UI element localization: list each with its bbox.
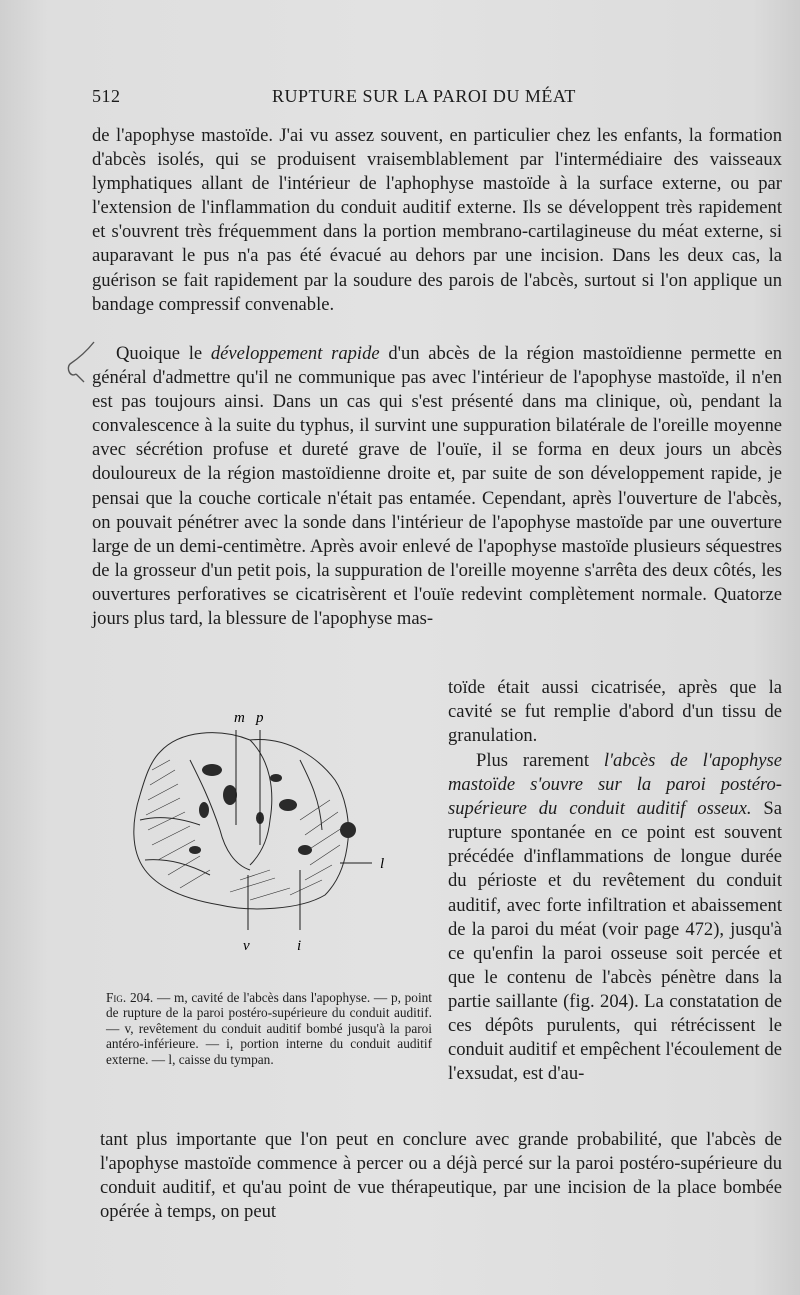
label-v: v — [243, 938, 250, 954]
paragraph-4-emphasis: l'abcès de l'apophyse mastoïde s'ouvre sur la paroi postéro-supérieure du conduit auditif osseux. — [448, 750, 782, 820]
figure-caption-label: Fig. 204. — [106, 990, 154, 1005]
label-m: m — [234, 710, 245, 726]
label-l: l — [380, 856, 385, 872]
paragraph-3: toïde était aussi cicatrisée, après que la cavité se fut remplie d'abord d'un tissu de granulation. — [448, 677, 782, 747]
running-title: RUPTURE SUR LA PAROI DU MÉAT — [272, 86, 576, 106]
paragraph-4-lead: Plus rarement — [476, 750, 604, 771]
figure-caption — [106, 990, 432, 1067]
running-header — [92, 86, 782, 112]
page-number: 512 — [92, 86, 121, 106]
label-i: i — [297, 938, 302, 954]
anatomical-engraving — [100, 700, 430, 970]
label-p: p — [256, 710, 264, 726]
paragraph-4 — [448, 749, 782, 1086]
paragraph-4-body: Sa rupture spontanée en ce point est souvent précédée d'inflammations de longue durée du périoste et du revêtement du conduit auditif, avec forte infiltration et abaissement de la paroi du méat (voir page 472), jusqu'à ce qu'enfin la paroi osseuse soit percée et que le contenu de l'abcès pénètre dans la partie saillante (fig. 204). La constatation de ces dépôts purulents, qui rétrécissent le conduit auditif et empêchent l'écoulement de l'exsudat, est d'au- — [448, 798, 782, 1085]
paragraph-2-body: d'un abcès de la région mastoïdienne permette en général d'admettre qu'il ne communique pas avec l'intérieur de l'apophyse mastoïde, il n'en est pas toujours ainsi. Dans un cas qui s'est présenté dans ma clinique, où, pendant la convalescence à la suite du typhus, il survint une suppuration bilatérale de l'oreille moyenne avec sécrétion profuse et dureté grave de l'ouïe, il se forma en deux jours un abcès douloureux de la région mastoïdienne droite et, par suite de son développement rapide, je pensai que la couche corticale n'était pas entamée. Cependant, après l'ouverture de l'abcès, on pouvait pénétrer avec la sonde dans l'intérieur de l'apophyse mastoïde par une ouverture large de un demi-centimètre. Après avoir enlevé de l'apophyse mastoïde plusieurs séquestres de la grosseur d'un petit pois, la suppuration de l'oreille moyenne s'arrêta des deux côtés, les ouvertures perforatives se cicatrisèrent et l'ouïe redevint complètement normale. Quatorze jours plus tard, la blessure de l'apophyse mas- — [92, 343, 783, 630]
paragraph-2-lead: Quoique le — [116, 343, 211, 364]
paragraph-2 — [92, 342, 782, 631]
paragraph-1: de l'apophyse mastoïde. J'ai vu assez souvent, en particulier chez les enfants, la formation d'abcès isolés, qui se produisent vraisemblablement par l'intermédiaire des vaisseaux lymphatiques allant de l'intérieur de l'aphophyse mastoïde à la surface externe, ou par l'extension de l'inflammation du conduit auditif externe. Ils se développent très rapidement et s'ouvrent très fréquemment dans la portion membrano-cartilagineuse du méat externe, si auparavant le pus n'a pas été évacué au dehors par une incision. Dans les deux cas, la guérison se fait rapidement par la soudure des parois de l'abcès, surtout si l'on applique un bandage compressif convenable. — [92, 125, 782, 315]
figure-204-illustration — [100, 700, 430, 970]
paragraph-5: tant plus importante que l'on peut en conclure avec grande probabilité, que l'abcès de l'apophyse mastoïde commence à percer ou a déjà percé sur la paroi postéro-supérieure du conduit auditif, et qu'au point de vue thérapeutique, par une incision de la place bombée opérée à temps, on peut — [100, 1129, 782, 1223]
figure-caption-text: — m, cavité de l'abcès dans l'apophyse. — p, point de rupture de la paroi postéro-supérieure du conduit auditif. — v, revêtement du conduit auditif bombé jusqu'à la paroi antéro-inférieure. — i, portion interne du conduit auditif externe. — l, caisse du tympan. — [106, 990, 432, 1067]
paragraph-2-emphasis: développement rapide — [210, 343, 380, 364]
